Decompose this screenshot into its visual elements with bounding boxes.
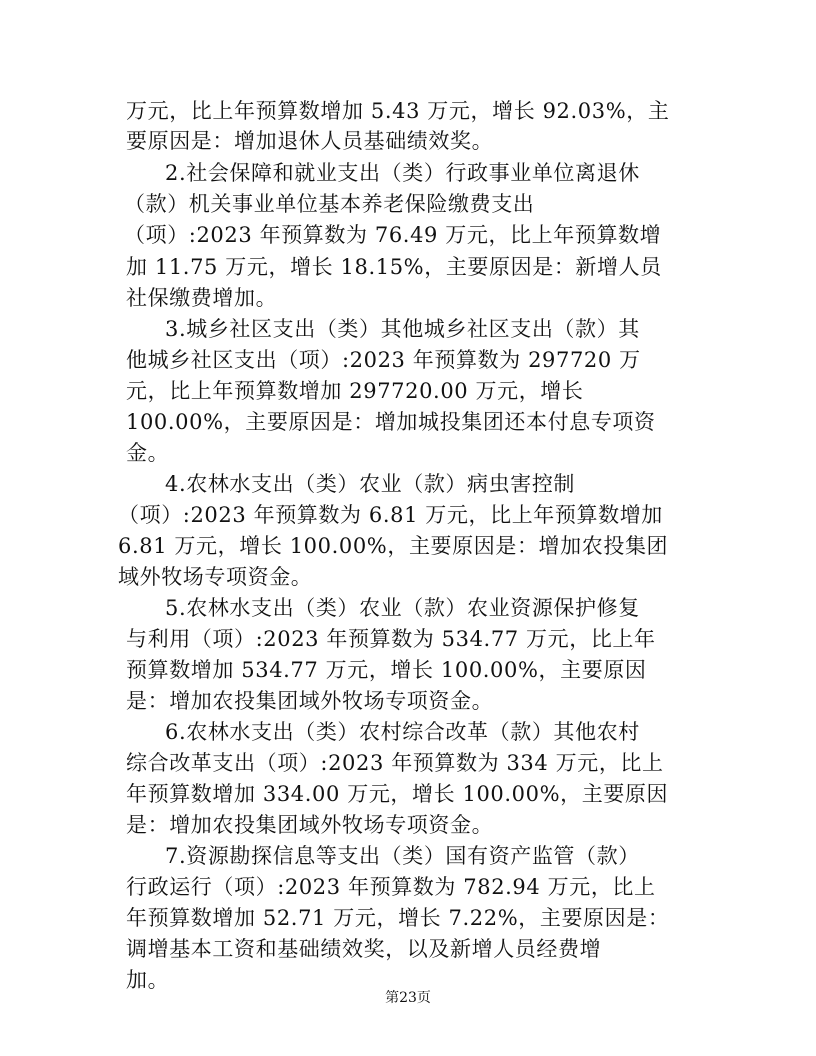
text-line-23: 年预算数增加 334.00 万元，增长 100.00%，主要原因 [126, 782, 669, 806]
text-line-3: 2.社会保障和就业支出（类）行政事业单位离退休 [165, 161, 640, 185]
text-line-24: 是：增加农投集团域外牧场专项资金。 [126, 813, 494, 837]
text-line-25: 7.资源勘探信息等支出（类）国有资产监管（款） [165, 844, 640, 868]
text-line-18: 与利用（项）:2023 年预算数为 534.77 万元，比上年 [126, 627, 656, 651]
text-line-27: 年预算数增加 52.71 万元，增长 7.22%，主要原因是： [126, 906, 670, 930]
text-line-20: 是：增加农投集团域外牧场专项资金。 [126, 689, 494, 713]
text-line-11: 100.00%，主要原因是：增加城投集团还本付息专项资 [126, 410, 656, 434]
text-line-26: 行政运行（项）:2023 年预算数为 782.94 万元，比上 [126, 875, 656, 899]
text-line-8: 3.城乡社区支出（类）其他城乡社区支出（款）其 [165, 317, 640, 341]
page-number: 第23页 [385, 990, 431, 1006]
text-line-17: 5.农林水支出（类）农业（款）农业资源保护修复 [165, 596, 640, 620]
text-line-9: 他城乡社区支出（项）:2023 年预算数为 297720 万 [126, 348, 641, 372]
text-line-5: （项）:2023 年预算数为 76.49 万元，比上年预算数增 [124, 223, 662, 247]
text-line-6: 加 11.75 万元，增长 18.15%，主要原因是：新增人员 [126, 255, 662, 279]
text-line-22: 综合改革支出（项）:2023 年预算数为 334 万元，比上 [126, 751, 664, 775]
text-line-10: 元，比上年预算数增加 297720.00 万元，增长 [126, 379, 584, 403]
text-line-4: （款）机关事业单位基本养老保险缴费支出 [124, 192, 535, 216]
text-line-1: 万元，比上年预算数增加 5.43 万元，增长 92.03%，主 [126, 99, 670, 123]
text-line-13: 4.农林水支出（类）农业（款）病虫害控制 [165, 472, 576, 496]
text-line-19: 预算数增加 534.77 万元，增长 100.00%，主要原因 [126, 658, 647, 682]
text-line-21: 6.农林水支出（类）农村综合改革（款）其他农村 [165, 720, 640, 744]
text-line-29: 加。 [126, 968, 170, 992]
text-line-12: 金。 [126, 441, 170, 465]
text-line-15: 6.81 万元，增长 100.00%，主要原因是：增加农投集团 [118, 534, 669, 558]
text-line-2: 要原因是：增加退休人员基础绩效奖。 [126, 129, 494, 153]
text-line-28: 调增基本工资和基础绩效奖，以及新增人员经费增 [126, 937, 602, 961]
text-line-14: （项）:2023 年预算数为 6.81 万元，比上年预算数增加 [118, 503, 663, 527]
text-line-7: 社保缴费增加。 [126, 286, 278, 310]
text-line-16: 域外牧场专项资金。 [118, 565, 313, 589]
